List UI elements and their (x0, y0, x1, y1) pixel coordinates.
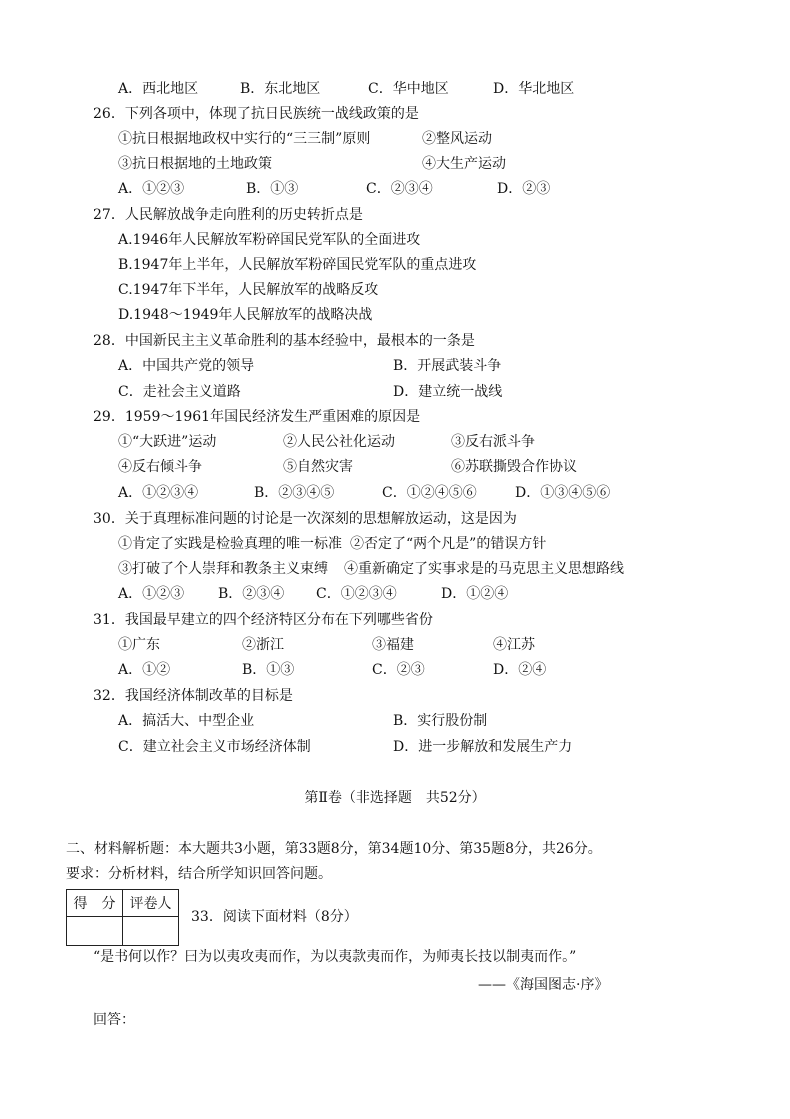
q28-option-b: B．开展武装斗争 (393, 358, 502, 374)
section-2-requirement: 要求：分析材料，结合所学知识回答问题。 (66, 866, 332, 882)
q33-source: ——《海国图志·序》 (478, 977, 609, 993)
q26-option-d: D．②③ (497, 181, 551, 197)
q28-option-c: C．走社会主义道路 (118, 384, 241, 400)
q27-stem: 27．人民解放战争走向胜利的历史转折点是 (93, 207, 363, 223)
q28-option-a: A．中国共产党的领导 (118, 358, 255, 374)
q30-option-d: D．①②④ (441, 586, 509, 602)
grader-label: 评卷人 (123, 890, 179, 917)
q29-stem: 29．1959～1961年国民经济发生严重困难的原因是 (93, 409, 421, 425)
q30-stem: 30．关于真理标准问题的讨论是一次深刻的思想解放运动，这是因为 (93, 511, 517, 527)
q30-item-2: ②否定了“两个凡是”的错误方针 (350, 536, 547, 552)
q29-item-5: ⑤自然灾害 (283, 459, 353, 475)
q30-item-3: ③打破了个人崇拜和教条主义束缚 (118, 561, 328, 577)
q31-item-3: ③福建 (372, 637, 414, 653)
q32-option-c: C．建立社会主义市场经济体制 (118, 739, 311, 755)
score-box (66, 889, 179, 946)
q31-item-4: ④江苏 (493, 637, 535, 653)
q29-option-d: D．①③④⑤⑥ (515, 485, 611, 501)
section-2-heading: 二、材料解析题：本大题共3小题，第33题8分，第34题10分、第35题8分，共26分。 (66, 841, 602, 857)
q30-option-b: B．②③④ (218, 586, 285, 602)
q25-option-b: B．东北地区 (240, 81, 321, 97)
q33-quote: “是书何以作？曰为以夷攻夷而作，为以夷款夷而作，为师夷长技以制夷而作。” (93, 949, 577, 965)
q31-option-c: C．②③ (372, 662, 425, 678)
q26-stem: 26．下列各项中，体现了抗日民族统一战线政策的是 (93, 106, 419, 122)
q29-item-6: ⑥苏联撕毁合作协议 (451, 459, 577, 475)
q31-option-d: D．②④ (493, 662, 547, 678)
q30-option-a: A．①②③ (118, 586, 185, 602)
score-cell[interactable] (67, 917, 123, 946)
q27-option-b: B.1947年上半年，人民解放军粉碎国民党军队的重点进攻 (118, 257, 477, 273)
q25-option-d: D．华北地区 (493, 81, 575, 97)
q28-option-d: D．建立统一战线 (393, 384, 503, 400)
q27-option-a: A.1946年人民解放军粉碎国民党军队的全面进攻 (118, 232, 421, 248)
q26-option-a: A．①②③ (118, 181, 185, 197)
grader-cell[interactable] (123, 917, 179, 946)
q26-item-3: ③抗日根据地的土地政策 (118, 156, 272, 172)
q26-item-1: ①抗日根据地政权中实行的“三三制”原则 (118, 131, 371, 147)
q29-option-b: B．②③④⑤ (254, 485, 335, 501)
q31-option-b: B．①③ (242, 662, 295, 678)
q25-option-a: A．西北地区 (118, 81, 199, 97)
q30-item-1: ①肯定了实践是检验真理的唯一标准 (118, 536, 342, 552)
q32-stem: 32．我国经济体制改革的目标是 (93, 688, 293, 704)
q27-option-d: D.1948～1949年人民解放军的战略决战 (118, 307, 373, 323)
q29-item-4: ④反右倾斗争 (118, 459, 202, 475)
q26-option-c: C．②③④ (366, 181, 433, 197)
q29-item-3: ③反右派斗争 (451, 434, 535, 450)
score-label: 得 分 (67, 890, 123, 917)
q32-option-d: D．进一步解放和发展生产力 (393, 739, 573, 755)
q29-item-1: ①“大跃进”运动 (118, 434, 217, 450)
q32-option-a: A．搞活大、中型企业 (118, 713, 255, 729)
q28-stem: 28．中国新民主主义革命胜利的基本经验中，最根本的一条是 (93, 333, 475, 349)
q31-stem: 31．我国最早建立的四个经济特区分布在下列哪些省份 (93, 612, 433, 628)
q26-item-4: ④大生产运动 (422, 156, 506, 172)
q29-option-c: C．①②④⑤⑥ (382, 485, 477, 501)
q31-item-1: ①广东 (118, 637, 160, 653)
q31-item-2: ②浙江 (242, 637, 284, 653)
q31-option-a: A．①② (118, 662, 171, 678)
q25-option-c: C．华中地区 (368, 81, 449, 97)
q29-item-2: ②人民公社化运动 (283, 434, 395, 450)
answer-label: 回答： (93, 1012, 135, 1028)
q27-option-c: C.1947年下半年，人民解放军的战略反攻 (118, 282, 379, 298)
q26-item-2: ②整风运动 (422, 131, 492, 147)
q33-stem: 33．阅读下面材料（8分） (191, 909, 358, 925)
q30-item-4: ④重新确定了实事求是的马克思主义思想路线 (344, 561, 624, 577)
q32-option-b: B．实行股份制 (393, 713, 488, 729)
q30-option-c: C．①②③④ (316, 586, 397, 602)
section-2-title: 第Ⅱ卷（非选择题 共52分） (304, 790, 486, 806)
q29-option-a: A．①②③④ (118, 485, 199, 501)
q26-option-b: B．①③ (246, 181, 299, 197)
